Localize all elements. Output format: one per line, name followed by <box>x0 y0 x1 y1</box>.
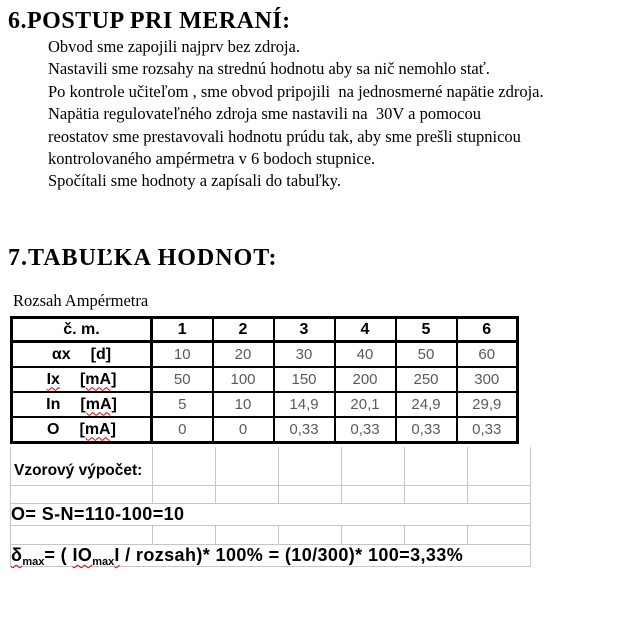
worksheet-row <box>11 545 531 567</box>
value-cell: 200 <box>335 367 396 392</box>
procedure-line-4: Napätia regulovateľného zdroja sme nastavili na 30V a pomocou <box>48 104 481 124</box>
empty-cell <box>279 526 342 545</box>
unit-label: [mA] <box>80 395 117 413</box>
empty-cell <box>11 486 153 504</box>
value-cell: 20 <box>213 342 274 368</box>
table-row-in <box>12 392 518 417</box>
quantity-symbol: In <box>46 395 61 413</box>
procedure-line-3: Po kontrole učiteľom , sme obvod pripojili na jednosmerné napätie zdroja. <box>48 81 544 101</box>
value-cell: 150 <box>274 367 335 392</box>
value-cell: 50 <box>396 342 457 368</box>
header-cell-2: 2 <box>213 318 274 342</box>
value-cell: 29,9 <box>457 392 518 417</box>
value-cell: 30 <box>274 342 335 368</box>
formula-text: / rozsah)* 100% = (10/300)* 100=3,33% <box>119 545 464 565</box>
table-row-ix <box>12 367 518 392</box>
empty-cell <box>468 486 531 504</box>
empty-cell <box>279 486 342 504</box>
table-caption: Rozsah Ampérmetra <box>13 291 149 310</box>
offset-formula: O= S-N=110-100=10 <box>11 504 531 526</box>
empty-cell <box>405 526 468 545</box>
header-cell-cm: č. m. <box>12 318 152 342</box>
empty-cell <box>153 526 216 545</box>
section-6-heading: 6.POSTUP PRI MERANÍ: <box>8 8 291 34</box>
delta-max-formula <box>11 545 531 567</box>
value-cell: 0,33 <box>457 417 518 443</box>
value-cell: 250 <box>396 367 457 392</box>
section-7-heading: 7.TABUĽKA HODNOT: <box>8 245 278 271</box>
empty-cell <box>405 486 468 504</box>
worksheet-grid <box>10 447 531 567</box>
measurement-table <box>10 316 519 444</box>
empty-cell <box>216 526 279 545</box>
value-cell: 300 <box>457 367 518 392</box>
procedure-line-7: Spočítali sme hodnoty a zapísali do tabuľky. <box>48 171 341 191</box>
row-label-cell <box>12 342 152 368</box>
value-cell: 10 <box>152 342 213 368</box>
header-cell-1: 1 <box>152 318 213 342</box>
value-cell: 100 <box>213 367 274 392</box>
abs-omax: $IO_{max}I$ <box>72 545 120 568</box>
procedure-line-6: kontrolovaného ampérmetra v 6 bodoch stupnice. <box>48 149 376 169</box>
unit-label: [mA] <box>79 370 117 388</box>
unit-label: [d] <box>90 345 112 363</box>
value-cell: 5 <box>152 392 213 417</box>
value-cell: 40 <box>335 342 396 368</box>
empty-cell <box>342 447 405 486</box>
empty-cell <box>468 447 531 486</box>
empty-cell <box>216 486 279 504</box>
empty-cell <box>342 486 405 504</box>
header-cell-5: 5 <box>396 318 457 342</box>
table-row-alpha <box>12 342 518 368</box>
sample-calc-cell <box>11 447 153 486</box>
value-cell: 24,9 <box>396 392 457 417</box>
worksheet-row <box>11 504 531 526</box>
value-cell: 0 <box>213 417 274 443</box>
empty-cell <box>11 526 153 545</box>
procedure-line-5: reostatov sme prestavovali hodnotu prúdu tak, aby sme prešli stupnicou <box>48 126 521 146</box>
header-cell-3: 3 <box>274 318 335 342</box>
row-label-cell <box>12 367 152 392</box>
row-label-cell <box>12 417 152 443</box>
empty-cell <box>153 486 216 504</box>
empty-cell <box>279 447 342 486</box>
procedure-paragraph <box>48 36 544 193</box>
value-cell: 0,33 <box>335 417 396 443</box>
worksheet-row <box>11 486 531 504</box>
value-cell: 0 <box>152 417 213 443</box>
value-cell: 60 <box>457 342 518 368</box>
value-cell: 0,33 <box>396 417 457 443</box>
value-cell: 14,9 <box>274 392 335 417</box>
table-row-o <box>12 417 518 443</box>
value-cell: 20,1 <box>335 392 396 417</box>
quantity-symbol: Ix <box>46 370 60 388</box>
empty-cell <box>468 526 531 545</box>
empty-cell <box>405 447 468 486</box>
header-cell-6: 6 <box>457 318 518 342</box>
unit-label: [mA] <box>79 420 116 438</box>
header-cell-4: 4 <box>335 318 396 342</box>
formula-text: = ( <box>44 545 73 565</box>
quantity-symbol: O <box>47 420 60 438</box>
value-cell: 0,33 <box>274 417 335 443</box>
row-label-cell <box>12 392 152 417</box>
empty-cell <box>216 447 279 486</box>
worksheet-row <box>11 526 531 545</box>
empty-cell <box>153 447 216 486</box>
sample-calc-label: Vzorový výpočet: <box>14 462 143 479</box>
worksheet-row <box>11 447 531 486</box>
delta-symbol: $\delta_{max}$ <box>11 545 45 568</box>
procedure-line-2: Nastavili sme rozsahy na strednú hodnotu aby sa nič nemohlo stať. <box>48 59 490 79</box>
empty-cell <box>342 526 405 545</box>
quantity-symbol: αx <box>51 345 71 363</box>
value-cell: 10 <box>213 392 274 417</box>
value-cell: 50 <box>152 367 213 392</box>
table-header-row <box>12 318 518 342</box>
procedure-line-1: Obvod sme zapojili najprv bez zdroja. <box>48 37 301 56</box>
